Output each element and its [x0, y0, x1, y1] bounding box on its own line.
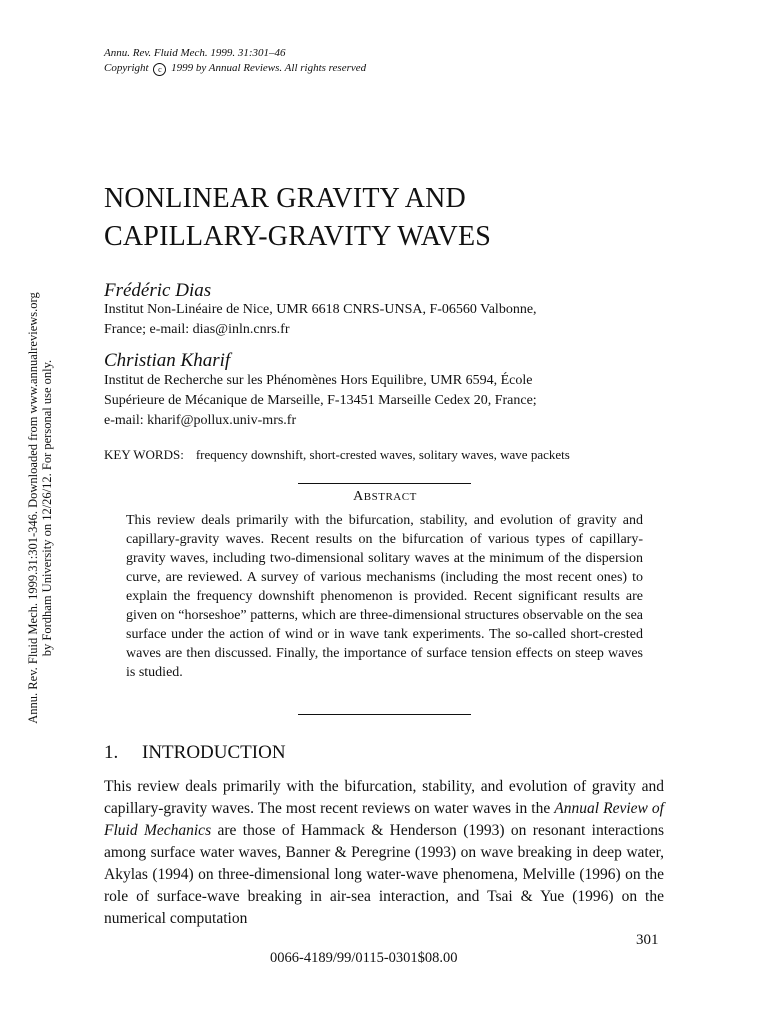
- keywords-value: frequency downshift, short-crested waves, solitary waves, wave packets: [195, 447, 570, 462]
- title-line-1: NONLINEAR GRAVITY AND: [104, 183, 466, 214]
- author-name-1: Frédéric Dias: [104, 280, 212, 301]
- author-affiliation-1: [104, 300, 537, 340]
- affiliation-line: e-mail: kharif@pollux.univ-mrs.fr: [104, 413, 297, 428]
- section-title: INTRODUCTION: [142, 742, 286, 763]
- page-number: 301: [636, 932, 659, 948]
- copyright-label: Copyright: [104, 62, 149, 74]
- body-text-end: are those of Hammack & Henderson (1993) on resonant interactions among surface water waves, Banner & Peregrine (1993) on wave breaking in deep water, Akylas (1994) on three-dimensional long water-wave phenomena, Melville (1996) on the role of surface-wave breaking in air-sea interaction, and Tsai & Yue (1996) on the numerical computation: [104, 822, 664, 927]
- abstract-heading-rest: BSTRACT: [363, 491, 417, 503]
- keywords: [104, 447, 570, 463]
- section-heading: [104, 742, 286, 764]
- keywords-label: KEY WORDS:: [104, 447, 184, 462]
- abstract-bottom-rule: [298, 714, 471, 715]
- copyright-text: 1999 by Annual Reviews. All rights reserved: [171, 62, 367, 74]
- title-line-2: CAPILLARY-GRAVITY WAVES: [104, 221, 492, 252]
- copyright-icon: c: [153, 63, 166, 76]
- author-name-2: Christian Kharif: [104, 350, 231, 371]
- side-download-note: [26, 268, 54, 748]
- footer-code: 0066-4189/99/0115-0301$08.00: [270, 950, 458, 966]
- body-journal-title: Annual Review of Fluid Mechanics: [104, 800, 664, 839]
- abstract-heading-initial: A: [353, 489, 364, 504]
- abstract-top-rule: [298, 483, 471, 484]
- body-text-start: This review deals primarily with the bifurcation, stability, and evolution of gravity and capillary-gravity waves. The most recent reviews on water waves in the: [104, 778, 664, 817]
- paper-title: [104, 180, 491, 256]
- section-number: 1.: [104, 742, 119, 763]
- side-note-line-1: Annu. Rev. Fluid Mech. 1999.31:301-346. Downloaded from www.annualreviews.org: [26, 292, 40, 724]
- body-paragraph: [104, 776, 664, 930]
- copyright-line: [104, 61, 366, 76]
- author-affiliation-2: [104, 371, 537, 431]
- journal-citation: Annu. Rev. Fluid Mech. 1999. 31:301–46: [104, 47, 286, 59]
- abstract-heading: [300, 489, 470, 505]
- affiliation-line: Institut de Recherche sur les Phénomènes Hors Equilibre, UMR 6594, École: [104, 373, 533, 388]
- abstract-text: This review deals primarily with the bifurcation, stability, and evolution of gravity and capillary-gravity waves. Recent results on the bifurcation of various types of capillary-gravity waves, including two-dimensional solitary waves at the minimum of the dispersion curve, are reviewed. A survey of various mechanisms (including the most recent ones) to explain the frequency downshift phenomenon is provided. Recent significant results are given on “horseshoe” patterns, which are three-dimensional structures observable on the sea surface under the action of wind or in wave tank experiments. The so-called short-crested waves are then discussed. Finally, the importance of surface tension effects on steep waves is studied.: [126, 513, 643, 680]
- side-note-line-2: by Fordham University on 12/26/12. For personal use only.: [40, 359, 54, 657]
- affiliation-line: France; e-mail: dias@inln.cnrs.fr: [104, 322, 290, 337]
- journal-header: [104, 46, 366, 76]
- affiliation-line: Institut Non-Linéaire de Nice, UMR 6618 CNRS-UNSA, F-06560 Valbonne,: [104, 302, 537, 317]
- affiliation-line: Supérieure de Mécanique de Marseille, F-13451 Marseille Cedex 20, France;: [104, 393, 537, 408]
